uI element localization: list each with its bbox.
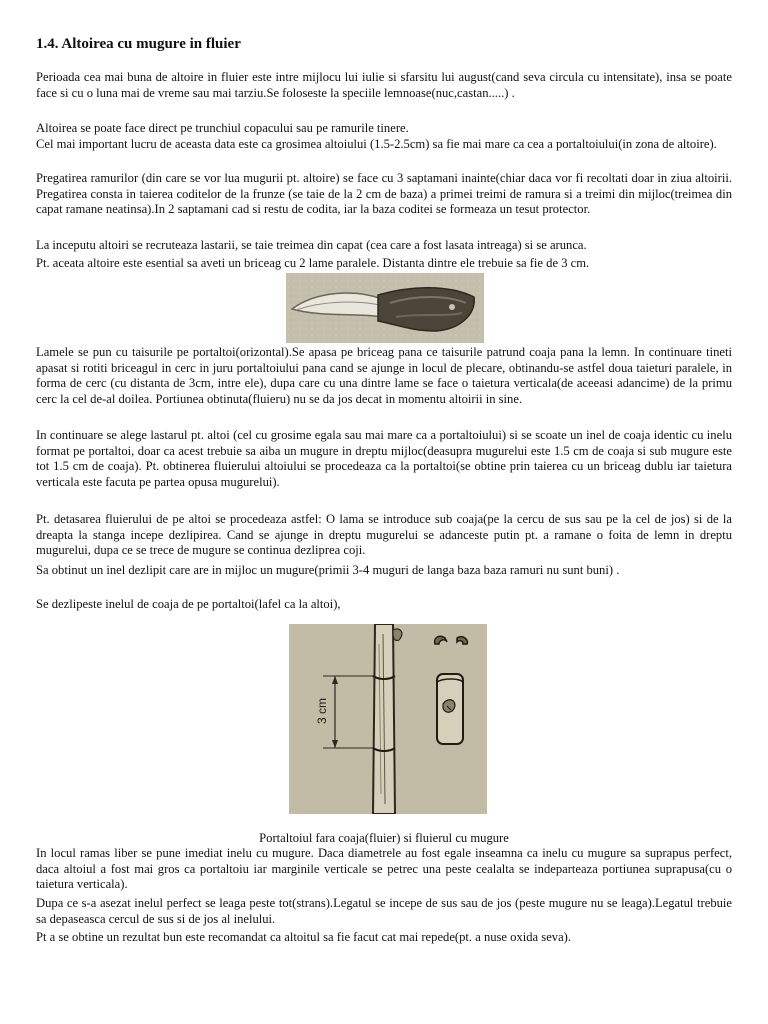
figure-caption: Portaltoiul fara coaja(fluier) si fluierul cu mugure <box>259 831 509 845</box>
paragraph: Sa obtinut un inel dezlipit care are in mijloc un mugure(primii 3-4 muguri de langa baza baza ramuri nu sunt buni) . <box>36 563 620 577</box>
paragraph: Altoirea se poate face direct pe trunchiul copacului sau pe ramurile tinere. <box>36 121 409 135</box>
paragraph: Pt. detasarea fluierului de pe altoi se procedeaza astfel: O lama se introduce sub coaja(pe la cercu de sus sau pe la cel de jos) si de la dreapta la stanga incepe dezlipirea. Cand se ajunge in dreptu mugurelui se adanceste putin pt. a ramane o foita de lemn in dreptu mugurelui, dupa ce se trece de mugure se continua dezliprea coji. <box>36 512 732 558</box>
paragraph: Dupa ce s-a asezat inelul perfect se leaga peste tot(strans).Legatul se incepe de sus sau de jos (peste mugure nu se leaga).Legatul trebuie sa depaseasca cercul de sus si de jos al inelului. <box>36 896 732 926</box>
paragraph: Se dezlipeste inelul de coaja de pe portaltoi(lafel ca la altoi), <box>36 597 341 611</box>
paragraph: In locul ramas liber se pune imediat inelu cu mugure. Daca diametrele au fost egale inseamna ca inelu cu mugure sa suprapus perfect, daca altoiul a fost mai gros ca portaltoiu iar marginile verticale se petrec una peste cealalta se indeparteaza portiunea suprapusa(cu o taietura verticala). <box>36 846 732 892</box>
measurement-label: 3 cm <box>315 697 329 724</box>
paragraph: Pregatirea ramurilor (din care se vor lua mugurii pt. altoire) se face cu 3 saptamani inainte(chiar daca vor fi recoltati doar in ziua altoirii. Pregatirea consta in taierea coditelor de la frunze (se taie de la 2 cm de baza) a primei treimi de ramura si a treimi din mijloc(treimea din capat ramane neatinsa).In 2 saptamani cad si restu de codita, iar la baza coditei se formeaza un tesut protector. <box>36 171 732 217</box>
grafting-illustration <box>289 624 487 814</box>
paragraph: La inceputu altoiri se recruteaza lastarii, se taie treimea din capat (cea care a fost lasata intreaga) si se arunca. <box>36 238 587 252</box>
section-title: 1.4. Altoirea cu mugure in fluier <box>36 36 241 52</box>
paragraph: Lamele se pun cu taisurile pe portaltoi(orizontal).Se apasa pe briceag pana ce taisurile patrund coaja pana la lemn. In continuare tineti apasat si rotiti briceagul in cerc in juru portaltoiului pana cand se ajunge in locul de plecare, obtinandu-se astfel doua taieturi paralele, in forma de cerc (cu distanta de 3cm, intre ele), dupa care cu una dintre lame se face o taietura verticala(de aceeasi adancime) de la primu cerc la cel de-al doilea. Portiunea obtinuta(fluieru) nu se da jos decat in momentu altoirii in sine. <box>36 345 732 406</box>
paragraph: Pt. aceata altoire este esential sa aveti un briceag cu 2 lame paralele. Distanta dintre ele trebuie sa fie de 3 cm. <box>36 256 590 270</box>
paragraph: Pt a se obtine un rezultat bun este recomandat ca altoitul sa fie facut cat mai repede(pt. a nuse oxida seva). <box>36 930 572 944</box>
paragraph: Cel mai important lucru de aceasta data este ca grosimea altoiului (1.5-2.5cm) sa fie mai mare ca cea a portaltoiului(in zona de altoire). <box>36 137 717 151</box>
paragraph: Perioada cea mai buna de altoire in fluier este intre mijlocu lui iulie si sfarsitu lui august(cand seva circula cu intensitate), insa se poate face si cu o luna mai de vreme sau mai tarziu.Se foloseste la speciile lemnoase(nuc,castan.....) . <box>36 70 732 100</box>
paragraph: In continuare se alege lastarul pt. altoi (cel cu grosime egala sau mai mare ca a portaltoiului) si se scoate un inel de coaja identic cu inelu format pe portaltoi, doar ca acest trebuie sa aiba un mugure in dreptu mijloc(deasupra mugurelui este 1.5 cm de coaja si sub mugure este tot 1.5 cm de coaja). Pt. obtinerea fluierului altoiului se procedeaza ca la portaltoi(se obtine prin taierea cu un briceag dublu iar taietura verticala este facuta pe partea opusa mugurelui). <box>36 428 732 489</box>
knife-photo <box>286 273 484 343</box>
